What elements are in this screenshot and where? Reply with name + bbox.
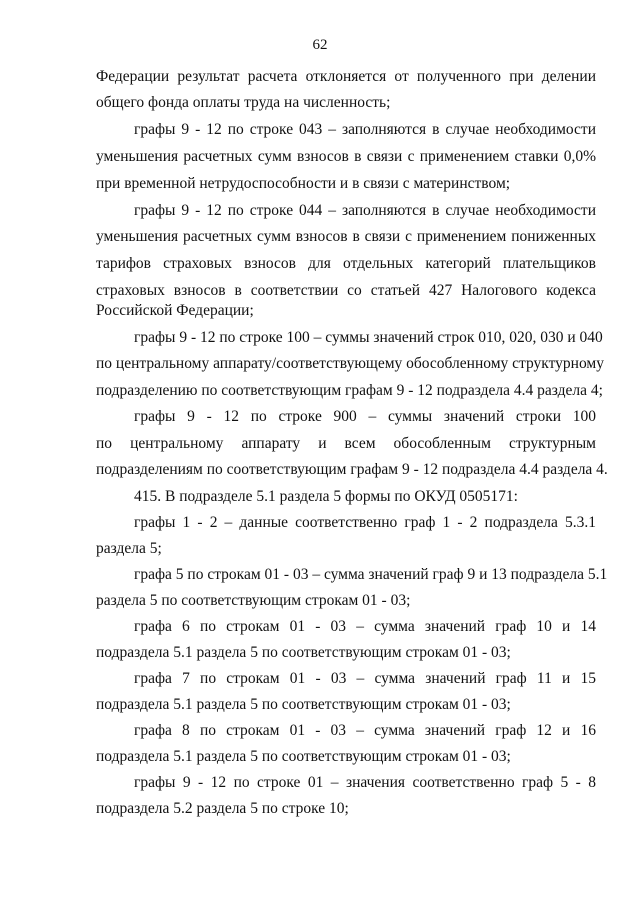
text-line: графы 9 - 12 по строке 100 – суммы значений строк 010, 020, 030 и 040 — [134, 329, 603, 346]
text-line: уменьшения расчетных сумм взносов в связи с применением ставки 0,0% — [96, 148, 596, 165]
text-line: при временной нетрудоспособности и в связи с материнством; — [96, 175, 511, 192]
text-line: тарифов страховых взносов для отдельных категорий плательщиков — [96, 255, 596, 272]
text-line: графы 9 - 12 по строке 043 – заполняются в случае необходимости — [134, 121, 596, 138]
text-line: по центральному аппарату/соответствующему обособленному структурному — [96, 355, 604, 372]
text-line: графа 7 по строкам 01 - 03 – сумма значений граф 11 и 15 — [134, 670, 596, 687]
text-line: 415. В подразделе 5.1 раздела 5 формы по ОКУД 0505171: — [134, 488, 518, 505]
text-line: графа 5 по строкам 01 - 03 – сумма значений граф 9 и 13 подраздела 5.1 — [134, 566, 608, 583]
text-line: графа 8 по строкам 01 - 03 – сумма значений граф 12 и 16 — [134, 722, 596, 739]
text-line: графы 9 - 12 по строке 900 – суммы значений строки 100 — [134, 408, 596, 425]
text-line: подразделениям по соответствующим графам 9 - 12 подраздела 4.4 раздела 4. — [96, 461, 608, 478]
text-line: подраздела 5.1 раздела 5 по соответствующим строкам 01 - 03; — [96, 644, 511, 661]
text-line: графы 9 - 12 по строке 044 – заполняются в случае необходимости — [134, 202, 596, 219]
text-line: общего фонда оплаты труда на численность; — [96, 94, 391, 111]
text-line: подразделению по соответствующим графам 9 - 12 подраздела 4.4 раздела 4; — [96, 382, 603, 399]
text-line: уменьшения расчетных сумм взносов в связи с применением пониженных — [96, 228, 596, 245]
text-line: подраздела 5.2 раздела 5 по строке 10; — [96, 800, 349, 817]
text-line: графы 1 - 2 – данные соответственно граф 1 - 2 подраздела 5.3.1 — [134, 514, 596, 531]
page-number: 62 — [312, 37, 328, 53]
text-line: страховых взносов в соответствии со статьей 427 Налогового кодекса — [96, 282, 596, 299]
text-line: подраздела 5.1 раздела 5 по соответствующим строкам 01 - 03; — [96, 696, 511, 713]
text-line: графа 6 по строкам 01 - 03 – сумма значений граф 10 и 14 — [134, 618, 596, 635]
text-line: Федерации результат расчета отклоняется от полученного при делении — [96, 68, 596, 85]
text-line: раздела 5; — [96, 540, 162, 557]
text-line: графы 9 - 12 по строке 01 – значения соответственно граф 5 - 8 — [134, 774, 596, 791]
text-line: подраздела 5.1 раздела 5 по соответствующим строкам 01 - 03; — [96, 748, 511, 765]
text-line: раздела 5 по соответствующим строкам 01 - 03; — [96, 592, 411, 609]
text-line: по центральному аппарату и всем обособленным структурным — [96, 435, 596, 452]
text-line: Российской Федерации; — [96, 302, 254, 319]
